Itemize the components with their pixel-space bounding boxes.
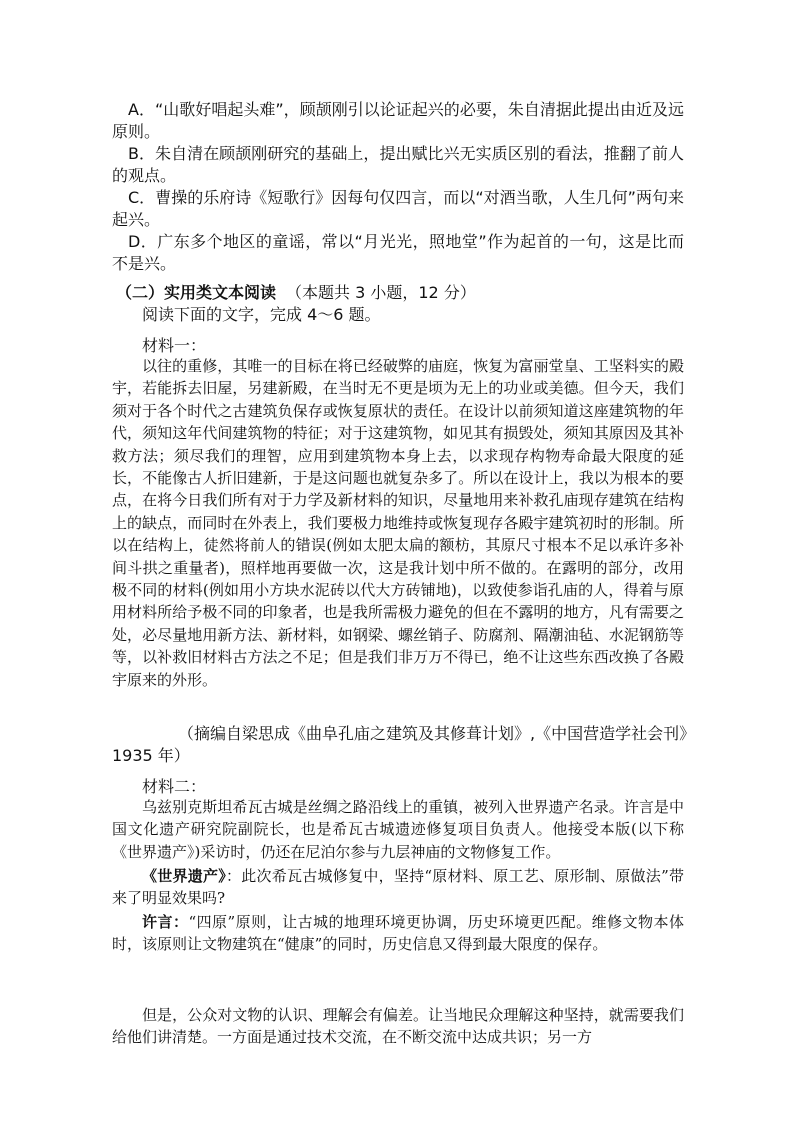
option-text: “山歌好唱起头难”，顾颉刚引以论证起兴的必要，朱自清据此提出由近及远原则。 <box>112 100 684 141</box>
material-1-body: 以往的重修，其唯一的目标在将已经破弊的庙庭，恢复为富丽堂皇、工坚料实的殿宇，若能拆去旧屋，另建新殿，在当时无不更是顷为无上的功业或美德。但今天，我们须对于各个时代之古建筑负保存或恢复原状的责任。在设计以前须知道这座建筑物的年代，须知这年代间建筑物的特征；对于这建筑物，如见其有损毁处，须知其原因及其补救方法；须尽我们的理智，应用到建筑物本身上去，以求现存构物寿命最大限度的延长，不能像古人折旧建新，于是这问题也就复杂多了。所以在设计上，我以为根本的要点，在将今日我们所有对于力学及新材料的知识，尽量地用来补救孔庙现存建筑在结构上的缺点，而同时在外表上，我们要极力地维持或恢复现存各殿宇建筑初时的形制。所以在结构上，徒然将前人的错误(例如太肥太扁的额枋，其原尺寸根本不足以承许多补间斗拱之重量者)，照样地再要做一次，这是我计划中所不做的。在露明的部分，改用极不同的材料(例如用小方块水泥砖以代大方砖铺地)，以致使参诣孔庙的人，得着与原用材料所给予极不同的印象者，也是我所需极力避免的但在不露明的地方，凡有需要之处，必尽量地用新方法、新材料，如钢梁、螺丝销子、防腐剂、隔潮油毡、水泥钢筋等等，以补救旧材料古方法之不足；但是我们非万万不得已，绝不让这些东西改换了各殿宇原来的外形。 <box>112 357 684 689</box>
option-a <box>112 99 684 143</box>
option-text: 朱自清在顾颉刚研究的基础上，提出赋比兴无实质区别的看法，推翻了前人的观点。 <box>112 144 684 185</box>
answer-text: “四原”原则，让古城的地理环境更协调，历史环境更匹配。维修文物本体时，该原则让文物建筑在“健康”的同时，历史信息又得到最大限度的保存。 <box>112 913 684 954</box>
instruction: 阅读下面的文字，完成 4～6 题。 <box>142 305 381 324</box>
option-label: C． <box>128 188 156 207</box>
material-1-heading: 材料一： <box>142 336 207 355</box>
question-label: 《世界遗产》 <box>142 867 227 885</box>
option-label: D． <box>128 232 158 251</box>
section-note: （本题共 3 小题，12 分） <box>286 283 476 302</box>
option-label: A． <box>128 100 155 119</box>
material-1-source: （摘编自梁思成《曲阜孔庙之建筑及其修葺计划》,《中国营造学社会刊》 <box>178 724 696 743</box>
option-label: B． <box>128 144 156 163</box>
option-text: 广东多个地区的童谣，常以“月光光，照地堂”作为起首的一句，这是比而不是兴。 <box>112 232 684 273</box>
material-2-heading: 材料二： <box>142 777 207 796</box>
material-2-paragraph: 但是，公众对文物的认识、理解会有偏差。让当地民众理解这种坚持，就需要我们给他们讲清楚。一方面是通过技术交流，在不断交流中达成共识；另一方 <box>112 1006 684 1047</box>
interview-question <box>112 865 684 910</box>
interview-answer <box>112 911 684 956</box>
material-2-intro: 乌兹别克斯坦希瓦古城是丝绸之路沿线上的重镇，被列入世界遗产名录。许言是中国文化遗产研究院副院长，也是希瓦古城遗迹修复项目负责人。他接受本版(以下称《世界遗产》)采访时，仍还在尼泊尔参与九层神庙的文物修复工作。 <box>112 798 684 861</box>
question-text: ：此次希瓦古城修复中，坚持“原材料、原工艺、原形制、原做法”带来了明显效果吗? <box>112 867 684 908</box>
option-c <box>112 187 684 231</box>
option-b <box>112 143 684 187</box>
option-text: 曹操的乐府诗《短歌行》因每句仅四言，而以“对酒当歌，人生几何”两句来起兴。 <box>112 188 684 229</box>
section-heading <box>116 280 688 303</box>
material-1-source-year: 1935 年） <box>112 746 190 765</box>
option-d <box>112 231 684 275</box>
section-title: （二）实用类文本阅读 <box>116 283 277 302</box>
answer-label: 许言： <box>142 913 189 931</box>
